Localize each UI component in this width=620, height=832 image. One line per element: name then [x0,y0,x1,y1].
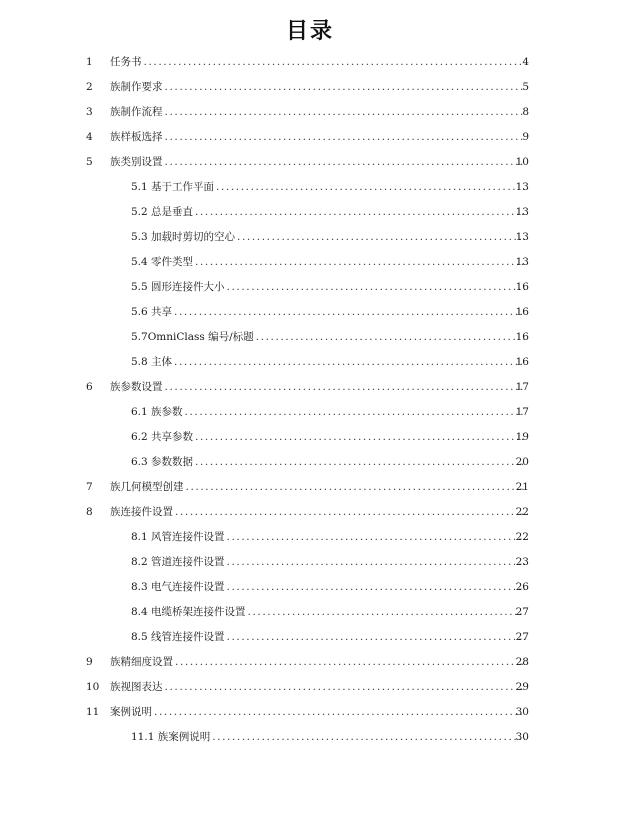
toc-subentry[interactable] [0,600,620,625]
toc-page-number: 29 [515,681,529,693]
toc-page-number: 27 [515,606,529,618]
toc-page-number: 21 [515,481,529,493]
toc-subentry[interactable] [0,325,620,350]
toc-entry-body [110,55,528,69]
toc-subentry[interactable] [0,300,620,325]
toc-entry-number: 9 [86,656,93,668]
dot-leader [212,730,525,744]
dot-leader [165,380,526,394]
toc-entry-label: 任务书 [110,56,142,68]
toc-entry-number: 4 [86,131,93,143]
dot-leader [165,680,526,694]
toc-entry-body [110,480,528,494]
toc-entry-number: 5 [86,156,93,168]
toc-entry-number: 7 [86,481,93,493]
dot-leader [174,355,525,369]
toc-page-number: 9 [522,131,529,143]
toc-entry-body [110,80,528,94]
toc-subentry[interactable] [0,575,620,600]
toc-entry-body [131,355,528,369]
toc-entry-body [110,155,528,169]
toc-entry-body [131,180,528,194]
toc-entry-body [131,405,528,419]
toc-entry-label: 5.2 总是垂直 [131,206,194,218]
toc-entry[interactable] [0,700,620,725]
toc-page-number: 23 [515,556,529,568]
toc-page-number: 30 [515,706,529,718]
toc-subentry[interactable] [0,550,620,575]
toc-entry-label: 8.4 电缆桥架连接件设置 [131,606,246,618]
toc-page-number: 16 [515,356,529,368]
toc-entry-label: 6.2 共享参数 [131,431,194,443]
toc-entry-label: 8.2 管道连接件设置 [131,556,225,568]
toc-page-number: 16 [515,331,529,343]
dot-leader [237,230,525,244]
toc-entry-body [131,280,528,294]
toc-entry[interactable] [0,650,620,675]
toc-entry-body [131,730,528,744]
toc-entry-label: 案例说明 [110,706,152,718]
dot-leader [195,255,525,269]
toc-entry-label: 族连接件设置 [110,506,173,518]
toc-page-number: 13 [515,256,529,268]
toc-entry-body [131,455,528,469]
toc-entry-number: 1 [86,56,93,68]
toc-page-number: 27 [515,631,529,643]
toc-page-number: 28 [515,656,529,668]
toc-entry-label: 族精细度设置 [110,656,173,668]
toc-title: 目录 [285,19,334,44]
toc-page-number: 13 [515,231,529,243]
toc-subentry[interactable] [0,625,620,650]
toc-entry-number: 10 [86,681,100,693]
toc-page-number: 17 [515,381,529,393]
toc-entry-label: 5.6 共享 [131,306,173,318]
toc-entry-label: 5.3 加载时剪切的空心 [131,231,236,243]
toc-subentry[interactable] [0,350,620,375]
dot-leader [154,705,525,719]
dot-leader [195,205,525,219]
dot-leader [227,580,525,594]
toc-entry[interactable] [0,375,620,400]
toc-entry[interactable] [0,500,620,525]
dot-leader [165,105,526,119]
toc-subentry[interactable] [0,525,620,550]
toc-page-number: 17 [515,406,529,418]
toc-entry-body [110,705,528,719]
toc-entry-body [131,630,528,644]
toc-page-number: 5 [522,81,529,93]
toc-entry-body [131,580,528,594]
toc-entry[interactable] [0,675,620,700]
toc-list [0,50,620,750]
dot-leader [216,180,525,194]
toc-page-number: 16 [515,306,529,318]
toc-entry-body [131,530,528,544]
dot-leader [227,280,525,294]
toc-entry-label: 5.7OmniClass 编号/标题 [131,331,254,343]
toc-entry-label: 5.5 圆形连接件大小 [131,281,225,293]
toc-entry-label: 5.1 基于工作平面 [131,181,215,193]
toc-entry-label: 族类别设置 [110,156,163,168]
dot-leader [144,55,526,69]
toc-entry-body [110,105,528,119]
toc-subentry[interactable] [0,250,620,275]
toc-subentry[interactable] [0,275,620,300]
toc-entry-number: 11 [86,706,100,718]
dot-leader [256,330,525,344]
toc-entry[interactable] [0,150,620,175]
toc-page-number: 4 [522,56,529,68]
dot-leader [227,530,525,544]
toc-entry-body [110,130,528,144]
toc-entry-label: 族制作要求 [110,81,163,93]
dot-leader [165,80,526,94]
toc-entry-label: 5.8 主体 [131,356,173,368]
toc-entry-label: 6.1 族参数 [131,406,183,418]
dot-leader [165,155,526,169]
toc-entry-label: 8.3 电气连接件设置 [131,581,225,593]
toc-entry-body [110,505,528,519]
toc-entry-label: 族制作流程 [110,106,163,118]
toc-subentry[interactable] [0,425,620,450]
toc-subentry[interactable] [0,400,620,425]
toc-entry-body [131,255,528,269]
toc-entry[interactable] [0,75,620,100]
dot-leader [165,130,526,144]
toc-page-number: 19 [515,431,529,443]
toc-entry[interactable] [0,125,620,150]
toc-subentry[interactable] [0,175,620,200]
toc-page-number: 13 [515,181,529,193]
toc-page-number: 10 [515,156,529,168]
toc-subentry[interactable] [0,450,620,475]
toc-entry-body [110,680,528,694]
toc-entry-label: 11.1 族案例说明 [131,731,211,743]
dot-leader [174,305,525,319]
toc-entry-number: 8 [86,506,93,518]
toc-page-number: 8 [522,106,529,118]
toc-subentry[interactable] [0,225,620,250]
toc-page-number: 16 [515,281,529,293]
toc-entry[interactable] [0,50,620,75]
toc-page-number: 30 [515,731,529,743]
toc-entry-number: 3 [86,106,93,118]
dot-leader [175,505,525,519]
dot-leader [186,480,526,494]
dot-leader [185,405,525,419]
toc-entry-label: 族参数设置 [110,381,163,393]
toc-page-number: 26 [515,581,529,593]
toc-entry-body [110,380,528,394]
dot-leader [248,605,525,619]
toc-entry-label: 族几何模型创建 [110,481,184,493]
toc-entry-label: 5.4 零件类型 [131,256,194,268]
toc-entry[interactable] [0,475,620,500]
toc-entry-body [131,230,528,244]
toc-subentry[interactable] [0,200,620,225]
toc-entry[interactable] [0,100,620,125]
toc-entry-body [131,205,528,219]
dot-leader [175,655,525,669]
toc-page-number: 22 [515,531,529,543]
dot-leader [195,430,525,444]
dot-leader [227,555,525,569]
toc-entry-body [131,305,528,319]
toc-entry-label: 8.5 线管连接件设置 [131,631,225,643]
toc-entry-body [131,555,528,569]
dot-leader [195,455,525,469]
dot-leader [227,630,525,644]
toc-page-number: 13 [515,206,529,218]
toc-entry-label: 族样板选择 [110,131,163,143]
toc-entry-label: 8.1 风管连接件设置 [131,531,225,543]
toc-subentry[interactable] [0,725,620,750]
toc-page-number: 20 [515,456,529,468]
toc-page-number: 22 [515,506,529,518]
toc-entry-body [110,655,528,669]
toc-entry-label: 6.3 参数数据 [131,456,194,468]
toc-entry-body [131,430,528,444]
toc-entry-number: 2 [86,81,93,93]
toc-entry-body [131,605,528,619]
toc-entry-body [131,330,528,344]
toc-entry-number: 6 [86,381,93,393]
toc-entry-label: 族视图表达 [110,681,163,693]
